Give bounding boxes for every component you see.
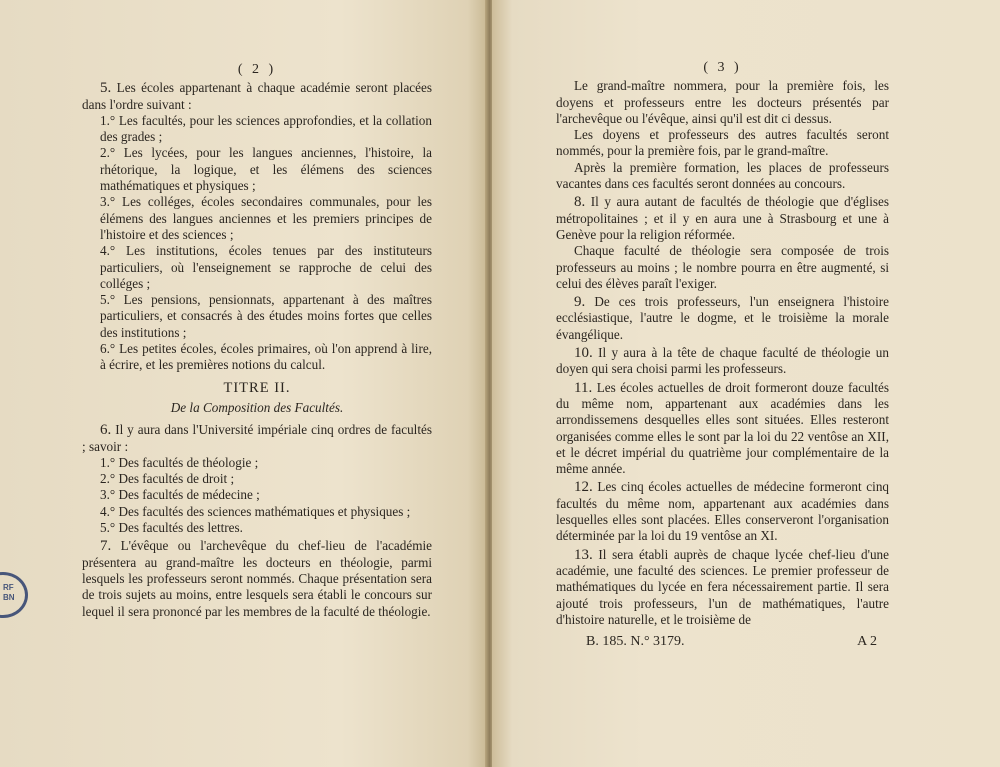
list-item: 1.° Les facultés, pour les sciences approfondies, et la collation des grades ;	[100, 112, 432, 145]
right-text-column	[556, 60, 889, 650]
signature-mark: A 2	[857, 634, 877, 650]
list-item: 3.° Les colléges, écoles secondaires communales, pour les élémens des langues anciennes et les premiers principes de l'histoire et des sciences ;	[100, 194, 432, 242]
article-number: 5.	[100, 80, 112, 97]
article-text: Les écoles actuelles de droit formeront douze facultés du même nom, appartenant aux académies dans les arrondissemens desquelles elles sont situées. Elles resteront organisées comme elles le sont par la loi du 22 ventôse an XII, et le décret impérial du quatrième jour complémentaire de la même année.	[556, 379, 889, 477]
list-item: 3.° Des facultés de médecine ;	[100, 487, 260, 503]
list-item: 2.° Les lycées, pour les langues anciennes, l'histoire, la rhétorique, la logique, et les élémens des sciences mathématiques et physiques ;	[100, 145, 432, 194]
list-item: 5.° Les pensions, pensionnats, appartenant à des maîtres particuliers, et consacrés à des études moins fortes que celles des institutions ;	[100, 292, 432, 340]
article-8	[556, 194, 889, 243]
list-item: 4.° Les institutions, écoles tenues par des instituteurs particuliers, où l'enseignement se rapproche de celui des colléges ;	[100, 243, 432, 291]
article-13	[556, 547, 889, 628]
article-number: 7.	[100, 538, 112, 555]
bulletin-reference: B. 185. N.° 3179.	[586, 634, 685, 650]
article-text: Il y aura dans l'Université impériale cinq ordres de facultés ; savoir :	[82, 422, 432, 454]
article-text: Il y aura autant de facultés de théologie que d'églises métropolitaines ; et il y en aura une à Strasbourg et une à Genève pour la religion réformée.	[556, 194, 889, 242]
page-number-right: ( 3 )	[703, 60, 742, 75]
article-number: 12.	[574, 479, 593, 496]
article-number: 10.	[574, 345, 593, 362]
list-item: 5.° Des facultés des lettres.	[100, 520, 243, 536]
library-stamp: RF BN	[0, 572, 28, 618]
article-9	[556, 294, 889, 343]
page-footer	[556, 634, 889, 650]
paragraph: Le grand-maître nommera, pour la première fois, les doyens et professeurs entre les docteurs présentés par l'archevêque ou l'évêque, ainsi qu'il est dit ci dessus.	[556, 78, 889, 126]
article-number: 6.	[100, 422, 112, 439]
paragraph: Après la première formation, les places de professeurs vacantes dans ces facultés seront données au concours.	[556, 159, 889, 192]
list-item: 6.° Les petites écoles, écoles primaires, où l'on apprend à lire, à écrire, et les premières notions du calcul.	[100, 341, 432, 373]
article-6	[82, 422, 432, 455]
article-text: De ces trois professeurs, l'un enseignera l'histoire ecclésiastique, l'autre le dogme, et le troisième la morale évangélique.	[556, 294, 889, 342]
article-6-list	[82, 455, 432, 536]
list-item: 4.° Des facultés des sciences mathématiques et physiques ;	[100, 503, 411, 519]
article-10	[556, 345, 889, 378]
list-item: 1.° Des facultés de théologie ;	[100, 454, 259, 470]
section-subtitle: De la Composition des Facultés.	[170, 399, 344, 415]
article-12	[556, 479, 889, 544]
article-text: Il sera établi auprès de chaque lycée chef-lieu d'une académie, une faculté des sciences. Le premier professeur de mathématiques du lycée en fera nécessairement partie. Il sera ajouté trois professeurs, l'un de mathématiques, l'autre d'histoire naturelle, et le troisième de	[556, 546, 889, 627]
article-text: L'évêque ou l'archevêque du chef-lieu de l'académie présentera au grand-maître les docteurs en théologie, parmi lesquels les professeurs seront nommés. Chaque présentation sera de trois sujets au moins, entre lesquels sera établi le concours sur lequel il sera prononcé par les membres de la faculté de théologie.	[82, 538, 432, 619]
article-7	[82, 538, 432, 619]
article-number: 8.	[574, 194, 586, 211]
article-text: Les écoles appartenant à chaque académie seront placées dans l'ordre suivant :	[82, 80, 432, 112]
article-number: 11.	[574, 379, 593, 396]
list-item: 2.° Des facultés de droit ;	[100, 471, 235, 487]
article-text: Les cinq écoles actuelles de médecine formeront cinq facultés du même nom, appartenant aux académies dans lesquelles elles sont placées. Elles conserveront l'organisation déterminée par la loi du 19 ventôse an XI.	[556, 479, 890, 544]
paragraph: Les doyens et professeurs des autres facultés seront nommés, pour la première fois, par le grand-maître.	[556, 127, 889, 159]
article-number: 13.	[574, 546, 593, 563]
article-5-list	[82, 113, 432, 374]
section-title: TITRE II.	[223, 379, 291, 396]
paragraph: Chaque faculté de théologie sera composée de trois professeurs au moins ; le nombre pourra en être augmenté, si celui des élèves paraît l'exiger.	[556, 243, 889, 291]
left-text-column	[82, 62, 432, 620]
page-number-left: ( 2 )	[237, 62, 277, 77]
article-number: 9.	[574, 294, 586, 311]
article-5	[82, 80, 432, 113]
article-text: Il y aura à la tête de chaque faculté de théologie un doyen qui sera choisi parmi les professeurs.	[556, 345, 889, 377]
article-11	[556, 380, 889, 478]
